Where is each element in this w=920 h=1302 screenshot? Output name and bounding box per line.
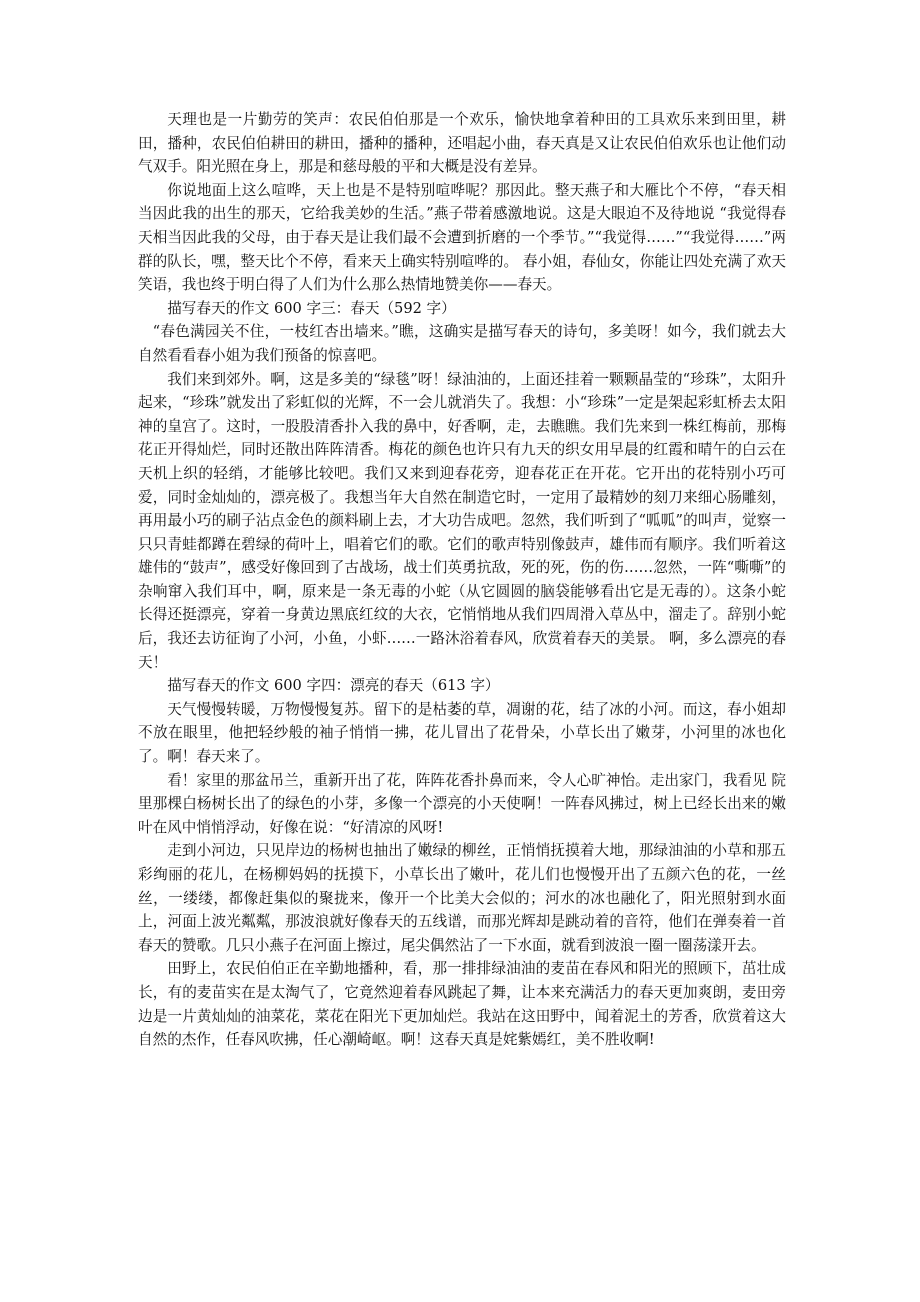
paragraph-7: 走到小河边，只见岸边的杨树也抽出了嫩绿的柳丝，正悄悄抚摸着大地，那绿油油的小草和那五彩绚丽的花儿，在杨柳妈妈的抚摸下，小草长出了嫩叶，花儿们也慢慢开出了五颜六色的花，一丝丝，一缕缕，都像赶集似的聚拢来，像开一个比美大会似的；河水的冰也融化了，阳光照射到水面上，河面上波光粼粼，那波浪就好像春天的五线谱，而那光辉却是跳动着的音符，他们在弹奏着一首春天的赞歌。几只小燕子在河面上擦过，尾尖偶然沾了一下水面，就看到波浪一圈一圈荡漾开去。 bbox=[138, 842, 786, 954]
paragraph-1: 天理也是一片勤劳的笑声：农民伯伯那是一个欢乐，愉快地拿着种田的工具欢乐来到田里，耕田，播种，农民伯伯耕田的耕田，播种的播种，还唱起小曲，春天真是又让农民伯伯欢乐也让他们动气双手。阳光照在身上，那是和慈母般的平和大概是没有差异。 bbox=[138, 111, 786, 176]
paragraph-2: 你说地面上这么喧哗，天上也是不是特别喧哗呢？那因此。整天燕子和大雁比个不停，“春天相当因此我的出生的那天，它给我美妙的生活。”燕子带着感激地说。这是大眼迫不及待地说 “我觉得春天相当因此我的父母，由于春天是让我们最不会遭到折磨的一个季节。”“我觉得……”“我觉得……”两群的队长，嘿，整天比个不停，看来天上确实特别喧哗的。 春小姐，春仙女，你能让四处充满了欢天笑语，我也终于明白得了人们为什么那么热情地赞美你——春天。 bbox=[138, 181, 786, 294]
paragraph-4: 我们来到郊外。啊，这是多美的“绿毯”呀！绿油油的，上面还挂着一颗颗晶莹的“珍珠”，太阳升起来，“珍珠”就发出了彩虹似的光辉，不一会儿就消失了。我想：小“珍珠”一定是架起彩虹桥去太阳神的皇宫了。这时，一股股清香扑入我的鼻中，好香啊，走，去瞧瞧。我们先来到一株红梅前，那梅花正开得灿烂，同时还散出阵阵清香。梅花的颜色也许只有九天的织女用早晨的红霞和晴午的白云在天机上织的轻绡，才能够比较吧。我们又来到迎春花旁，迎春花正在开花。它开出的花特别小巧可爱，同时金灿灿的，漂亮极了。我想当年大自然在制造它时，一定用了最精妙的刻刀来细心肠雕刻，再用最小巧的刷子沾点金色的颜料刷上去，才大功告成吧。忽然，我们听到了“呱呱”的叫声，觉察一只只青蛙都蹲在碧绿的荷叶上，唱着它们的歌。它们的歌声特别像鼓声，雄伟而有顺序。我们听着这雄伟的“鼓声”，感受好像回到了古战场，战士们英勇抗敌，死的死，伤的伤……忽然，一阵“嘶嘶”的杂响窜入我们耳中，啊，原来是一条无毒的小蛇（从它圆圆的脑袋能够看出它是无毒的）。这条小蛇长得还挺漂亮，穿着一身黄边黑底红纹的大衣，它悄悄地从我们四周滑入草丛中，溜走了。辞别小蛇后，我还去访征询了小河，小鱼，小虾……一路沐浴着春风，欣赏着春天的美景。 啊，多么漂亮的春天！ bbox=[138, 370, 786, 671]
paragraph-3: “春色满园关不住，一枝红杏出墙来。”瞧，这确实是描写春天的诗句，多美呀！如今，我们就去大自然看看春小姐为我们预备的惊喜吧。 bbox=[138, 323, 786, 364]
paragraph-8: 田野上，农民伯伯正在辛勤地播种，看，那一排排绿油油的麦苗在春风和阳光的照顾下，茁壮成长，有的麦苗实在是太淘气了，它竟然迎着春风跳起了舞，让本来充满活力的春天更加爽朗，麦田旁边是一片黄灿灿的油菜花，菜花在阳光下更加灿烂。我站在这田野中，闻着泥土的芳香，欣赏着这大自然的杰作，任春风吹拂，任心潮崎岖。啊！这春天真是姹紫嫣红，美不胜收啊! bbox=[138, 960, 786, 1049]
paragraph-6: 看！家里的那盆吊兰，重新开出了花，阵阵花香扑鼻而来，令人心旷神怡。走出家门，我看见 院里那棵白杨树长出了的绿色的小芽，多像一个漂亮的小天使啊！一阵春风拂过，树上已经长出来的嫩叶在风中悄悄浮动，好像在说：“好清凉的风呀! bbox=[138, 771, 786, 836]
section-heading-3: 描写春天的作文 600 字三：春天（592 字） bbox=[167, 299, 456, 317]
document-page bbox=[138, 108, 786, 1052]
paragraph-5: 天气慢慢转暖，万物慢慢复苏。留下的是枯萎的草，凋谢的花，结了冰的小河。而这，春小姐却不放在眼里，他把轻纱般的袖子悄悄一拂，花儿冒出了花骨朵，小草长出了嫩芽，小河里的冰也化了。啊！春天来了。 bbox=[138, 700, 786, 766]
section-heading-4: 描写春天的作文 600 字四：漂亮的春天（613 字） bbox=[167, 677, 500, 695]
